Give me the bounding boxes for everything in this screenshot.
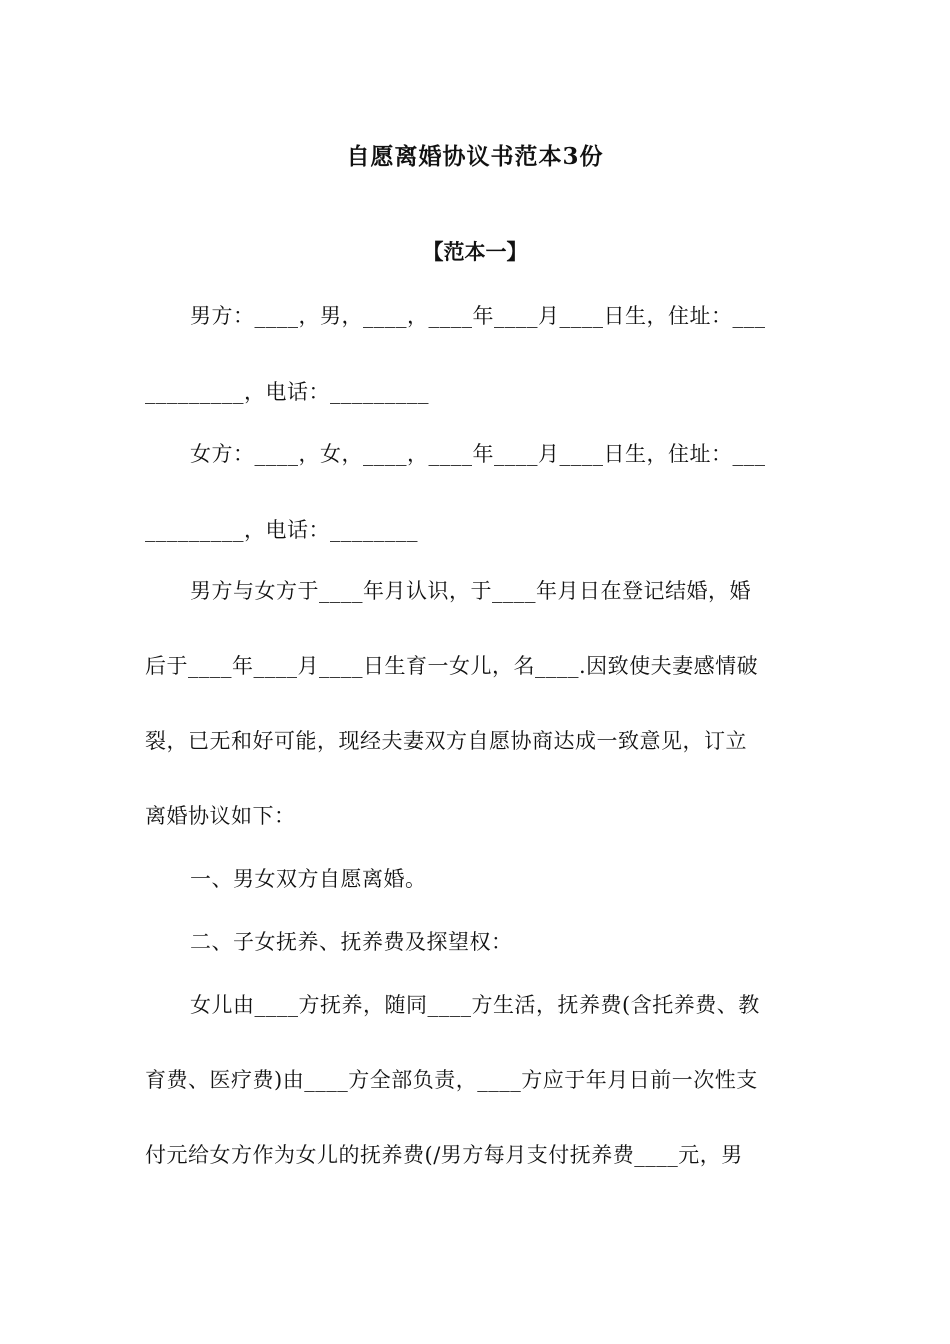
paragraph-line: 女方：____，女，____，____年____月____日生，住址：___ bbox=[190, 442, 766, 466]
paragraph-line: 二、子女抚养、抚养费及探望权： bbox=[190, 930, 513, 954]
section-heading: 【范本一】 bbox=[422, 239, 528, 264]
paragraph-line: 男方与女方于____年月认识，于____年月日在登记结婚，婚 bbox=[190, 579, 751, 603]
paragraph-line: 后于____年____月____日生育一女儿，名____.因致使夫妻感情破 bbox=[145, 654, 759, 678]
paragraph-line: 付元给女方作为女儿的抚养费(/男方每月支付抚养费____元，男 bbox=[145, 1143, 743, 1167]
paragraph-line: 一、男女双方自愿离婚。 bbox=[190, 867, 427, 891]
paragraph-line: _________，电话：________ bbox=[145, 518, 418, 542]
paragraph-line: 女儿由____方抚养，随同____方生活，抚养费(含托养费、教 bbox=[190, 993, 760, 1017]
paragraph-line: 离婚协议如下： bbox=[145, 804, 296, 828]
document-title: 自愿离婚协议书范本3份 bbox=[346, 143, 604, 170]
paragraph-line: 育费、医疗费)由____方全部负责，____方应于年月日前一次性支 bbox=[145, 1068, 758, 1092]
paragraph-line: _________，电话：_________ bbox=[145, 380, 429, 404]
paragraph-line: 裂，已无和好可能，现经夫妻双方自愿协商达成一致意见，订立 bbox=[145, 729, 747, 753]
paragraph-line: 男方：____，男，____，____年____月____日生，住址：___ bbox=[190, 304, 766, 328]
